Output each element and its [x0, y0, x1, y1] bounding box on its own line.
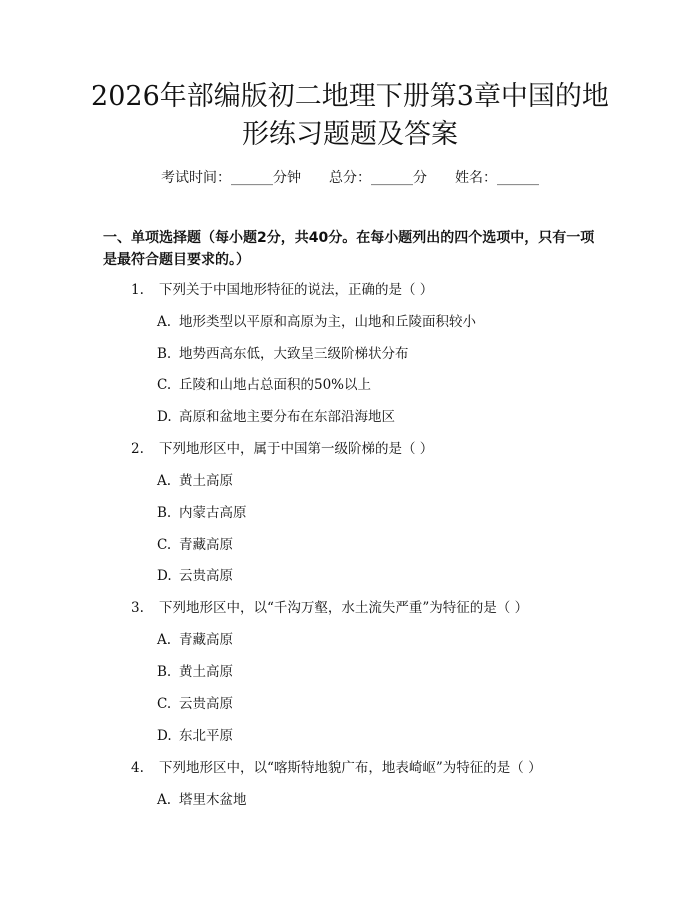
option-letter: B.	[157, 664, 172, 680]
option-2d	[157, 566, 233, 586]
option-text: 黄土高原	[179, 664, 233, 680]
option-text: 高原和盆地主要分布在东部沿海地区	[179, 409, 395, 425]
question-3	[131, 598, 601, 618]
option-4a	[157, 790, 247, 810]
option-text: 丘陵和山地占总面积的50%以上	[179, 377, 372, 393]
option-3b	[157, 662, 233, 682]
exam-time: 考试时间：______分钟	[161, 170, 301, 186]
question-text: 下列地形区中，属于中国第一级阶梯的是（ ）	[159, 441, 434, 457]
option-text: 塔里木盆地	[179, 792, 247, 808]
title-line-2: 形练习题题及答案	[242, 119, 458, 150]
option-text: 内蒙古高原	[179, 505, 247, 521]
option-text: 青藏高原	[179, 632, 233, 648]
option-letter: D.	[157, 568, 172, 584]
option-letter: A.	[157, 632, 172, 648]
question-4	[131, 758, 601, 778]
exam-meta	[0, 168, 700, 188]
question-number: 3.	[131, 600, 144, 616]
option-letter: A.	[157, 473, 172, 489]
document-title	[60, 78, 640, 154]
option-2a	[157, 471, 233, 491]
option-text: 东北平原	[179, 728, 233, 744]
option-3a	[157, 630, 233, 650]
option-letter: D.	[157, 409, 172, 425]
question-number: 4.	[131, 760, 144, 776]
exam-name: 姓名：______	[455, 170, 539, 186]
question-text: 下列关于中国地形特征的说法，正确的是（ ）	[159, 282, 434, 298]
question-2	[131, 439, 601, 459]
option-3c	[157, 694, 233, 714]
option-letter: C.	[157, 537, 172, 553]
option-text: 云贵高原	[179, 696, 233, 712]
option-letter: C.	[157, 696, 172, 712]
option-letter: A.	[157, 792, 172, 808]
question-1	[131, 280, 601, 300]
option-text: 云贵高原	[179, 568, 233, 584]
option-1d	[157, 407, 395, 427]
question-number: 1.	[131, 282, 144, 298]
option-text: 青藏高原	[179, 537, 233, 553]
option-text: 地形类型以平原和高原为主，山地和丘陵面积较小	[179, 314, 476, 330]
option-1b	[157, 344, 409, 364]
option-2b	[157, 503, 247, 523]
option-2c	[157, 535, 233, 555]
option-text: 地势西高东低，大致呈三级阶梯状分布	[179, 346, 409, 362]
question-text: 下列地形区中，以“千沟万壑，水土流失严重”为特征的是（ ）	[159, 600, 529, 616]
question-text: 下列地形区中，以“喀斯特地貌广布，地表崎岖”为特征的是（ ）	[159, 760, 542, 776]
question-number: 2.	[131, 441, 144, 457]
option-letter: A.	[157, 314, 172, 330]
section-title: 一、单项选择题（每小题2分，共40分。在每小题列出的四个选项中，只有一项是最符合题目要求的。）	[103, 230, 595, 268]
option-1c	[157, 375, 371, 395]
title-line-1: 2026年部编版初二地理下册第3章中国的地	[91, 81, 609, 112]
option-1a	[157, 312, 476, 332]
option-3d	[157, 726, 233, 746]
option-letter: B.	[157, 346, 172, 362]
option-letter: B.	[157, 505, 172, 521]
option-letter: C.	[157, 377, 172, 393]
exam-score: 总分：______分	[329, 170, 427, 186]
option-text: 黄土高原	[179, 473, 233, 489]
option-letter: D.	[157, 728, 172, 744]
